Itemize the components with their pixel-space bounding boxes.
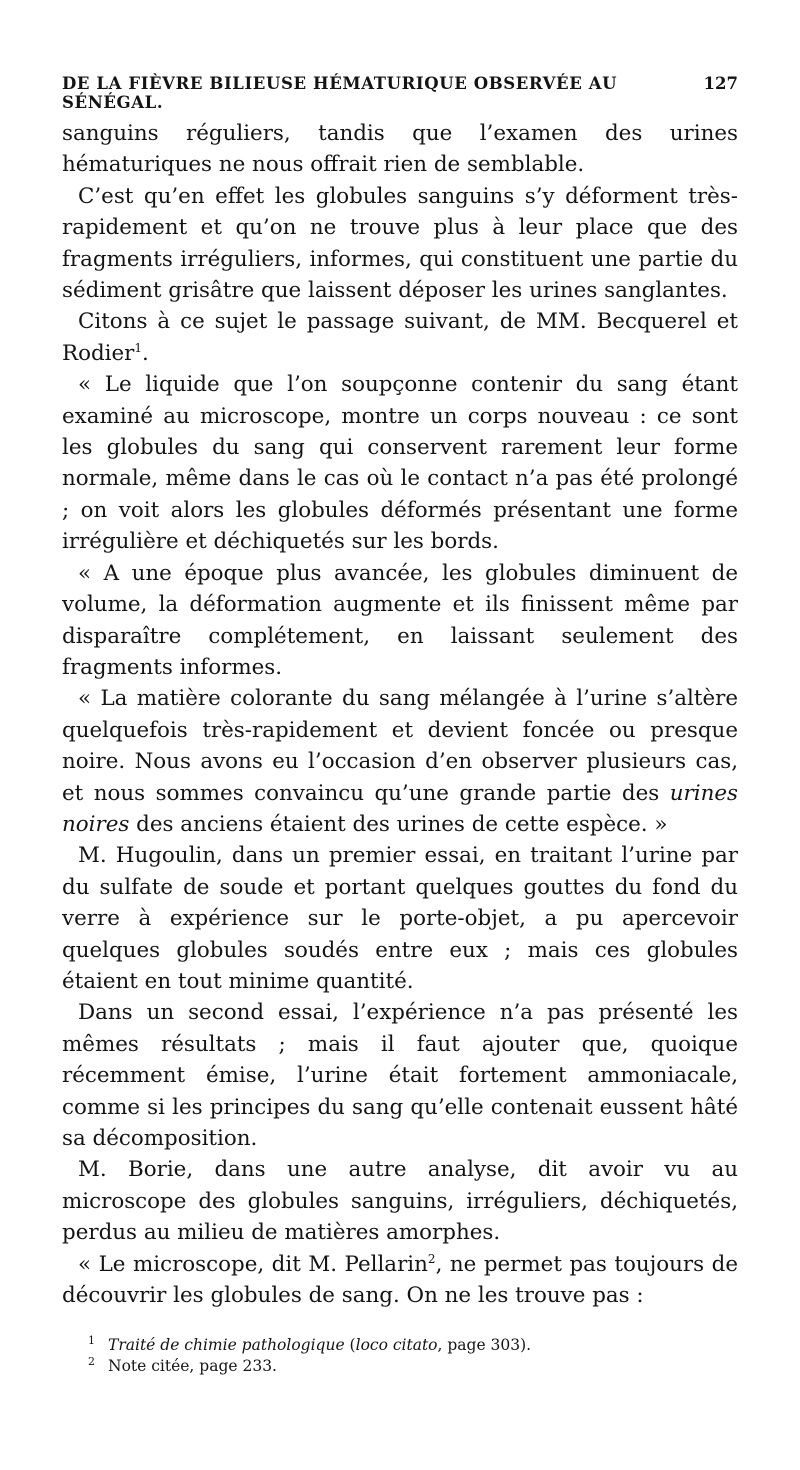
paragraph-text: , ne permet pas toujours de découvrir les globules de sang. On ne les trouve pas : (62, 1251, 738, 1309)
quote-paragraph (62, 558, 738, 684)
quote-paragraph (62, 683, 738, 840)
footnote-text: ( (344, 1336, 356, 1355)
footnote: 2 Note citée, page 233. (88, 1355, 277, 1376)
paragraph-text: « Le microscope, dit M. Pellarin (78, 1251, 428, 1277)
footnote-reference: 2 (427, 1251, 436, 1266)
quote-paragraph (62, 369, 738, 557)
paragraph-text: Citons à ce sujet le passage suivant, de MM. Becquerel et Rodier (62, 309, 738, 366)
paragraph (62, 181, 738, 307)
book-page (62, 74, 738, 1377)
footnote-title: Traité de chimie pathologique (108, 1336, 345, 1355)
paragraph (62, 997, 738, 1154)
paragraph-text: M. Borie, dans une autre analyse, dit avoir vu au microscope des globules sanguins, irréguliers, déchiquetés, perdus au milieu de matières amorphes. (62, 1157, 738, 1246)
paragraph-text: des anciens étaient des urines de cette espèce. » (129, 811, 668, 837)
body-text (62, 118, 738, 1311)
running-title: DE LA FIÈVRE BILIEUSE HÉMATURIQUE OBSERVÉE AU SÉNÉGAL. (62, 74, 618, 112)
paragraph (62, 1154, 738, 1248)
footnote-reference: 1 (134, 340, 143, 355)
paragraph-text: M. Hugoulin, dans un premier essai, en traitant l’urine par du sulfate de soude et portant quelques gouttes du fond du verre à expérience sur le porte-objet, a pu apercevoir quelques globules soudés entre eux ; mais ces globules étaient en tout minime quantité. (62, 843, 738, 994)
paragraph-text: C’est qu’en effet les globules sanguins s’y déforment très-rapidement et qu’on ne trouve plus à leur place que des fragments irréguliers, informes, qui constituent une partie du sédiment grisâtre que laissent déposer les urines sanglantes. (62, 183, 738, 304)
page-number: 127 (703, 74, 738, 93)
paragraph (62, 840, 738, 997)
paragraph-text: « Le liquide que l’on soupçonne contenir du sang étant examiné au microscope, montre un corps nouveau : ce sont les globules du sang qui conservent rarement leur forme normale, même dans le cas où le contact n’a pas été prolongé ; on voit alors les globules déformés présentant une forme irrégulière et déchiquetés sur les bords. (62, 372, 738, 555)
paragraph-text: . (142, 340, 149, 366)
paragraph-text: « A une époque plus avancée, les globules diminuent de volume, la déformation augmente et ils finissent même par disparaître complétement, en laissant seulement des fragments informes. (62, 560, 738, 680)
quote-paragraph (62, 1249, 738, 1312)
footnote-text: Note citée, page 233. (108, 1357, 277, 1376)
running-head (62, 74, 738, 112)
paragraph-text: sanguins réguliers, tandis que l’examen des urines hématuriques ne nous offrait rien de semblable. (62, 121, 738, 178)
italic-phrase: urines noires (62, 780, 738, 837)
paragraph (62, 306, 738, 369)
paragraph (62, 118, 738, 181)
footnote: 1 Traité de chimie pathologique (loco citato, page 303). (88, 1334, 532, 1355)
footnotes (62, 1335, 738, 1377)
paragraph-text: Dans un second essai, l’expérience n’a pas présenté les mêmes résultats ; mais il faut ajouter que, quoique récemment émise, l’urine était fortement ammoniacale, comme si les principes du sang qu’elle contenait eussent hâté sa décomposition. (62, 1000, 738, 1151)
paragraph-text: « La matière colorante du sang mélangée à l’urine s’altère quelquefois très-rapidement et devient foncée ou presque noire. Nous avons eu l’occasion d’en observer plusieurs cas, et nous sommes convaincu qu’une grande partie des (62, 686, 738, 806)
footnote-text: , page 303). (437, 1336, 532, 1355)
footnote-reference-phrase: loco citato (355, 1336, 438, 1355)
